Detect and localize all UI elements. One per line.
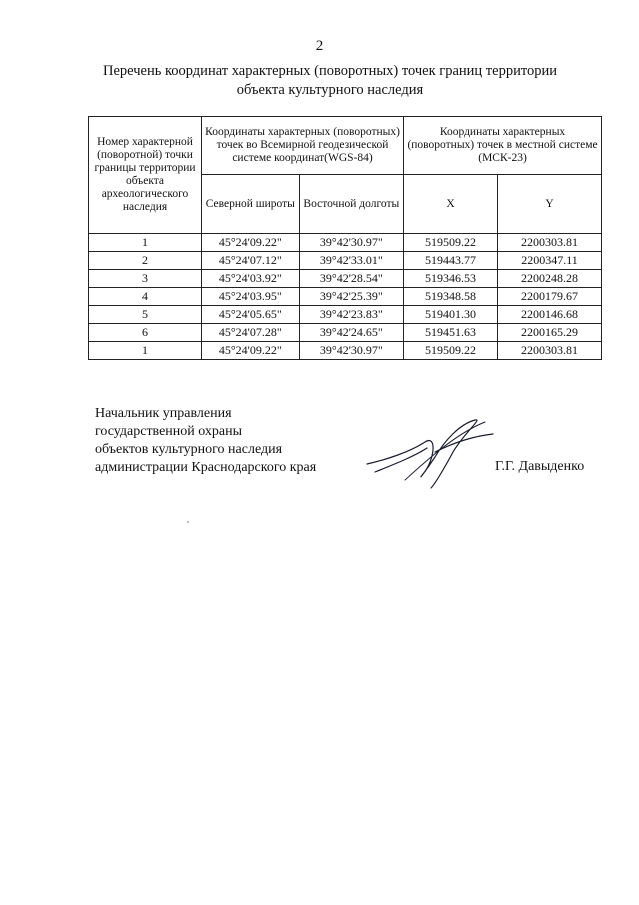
title-line-1: Перечень координат характерных (поворотных) точек границ территории <box>102 63 558 79</box>
table-row <box>89 234 602 252</box>
cell-latitude: 45°24'03.95" <box>202 288 300 306</box>
cell-point-number: 1 <box>89 234 202 252</box>
scan-speck <box>187 521 189 523</box>
table-row <box>89 252 602 270</box>
table-body <box>89 234 602 360</box>
cell-latitude: 45°24'09.22" <box>202 342 300 360</box>
position-line-3: объектов культурного наследия <box>95 442 283 457</box>
header-wgs-group: Координаты характерных (поворотных) точек во Всемирной геодезической системе координат(WGS-84) <box>202 117 404 175</box>
table-row <box>89 288 602 306</box>
position-line-2: государственной охраны <box>95 424 243 439</box>
cell-y: 2200248.28 <box>497 270 601 288</box>
position-line-1: Начальник управления <box>95 406 232 421</box>
cell-longitude: 39°42'24.65" <box>299 324 403 342</box>
table-row <box>89 342 602 360</box>
coordinates-table <box>88 116 602 360</box>
cell-longitude: 39°42'30.97" <box>299 342 403 360</box>
cell-x: 519401.30 <box>404 306 498 324</box>
signatory-name: Г.Г. Давыденко <box>495 459 585 474</box>
table-row <box>89 324 602 342</box>
handwritten-signature <box>365 412 495 492</box>
cell-longitude: 39°42'30.97" <box>299 234 403 252</box>
position-line-4: администрации Краснодарского края <box>95 460 317 475</box>
header-latitude: Северной широты <box>202 175 300 234</box>
cell-y: 2200165.29 <box>497 324 601 342</box>
cell-y: 2200303.81 <box>497 342 601 360</box>
cell-longitude: 39°42'28.54" <box>299 270 403 288</box>
signatory-position <box>95 405 316 477</box>
cell-point-number: 5 <box>89 306 202 324</box>
cell-longitude: 39°42'33.01" <box>299 252 403 270</box>
cell-x: 519509.22 <box>404 234 498 252</box>
cell-point-number: 3 <box>89 270 202 288</box>
cell-point-number: 1 <box>89 342 202 360</box>
cell-y: 2200347.11 <box>497 252 601 270</box>
cell-x: 519443.77 <box>404 252 498 270</box>
header-point-number: Номер характерной (поворотной) точки границы территории объекта археологического наследия <box>89 117 202 234</box>
title-line-2: объекта культурного наследия <box>236 82 424 98</box>
cell-latitude: 45°24'05.65" <box>202 306 300 324</box>
header-x: X <box>404 175 498 234</box>
cell-latitude: 45°24'07.28" <box>202 324 300 342</box>
cell-point-number: 2 <box>89 252 202 270</box>
cell-y: 2200179.67 <box>497 288 601 306</box>
table-row <box>89 270 602 288</box>
cell-y: 2200146.68 <box>497 306 601 324</box>
header-msk-group: Координаты характерных (поворотных) точек в местной системе (МСК-23) <box>404 117 602 175</box>
header-longitude: Восточной долготы <box>299 175 403 234</box>
document-title <box>60 62 600 100</box>
cell-x: 519451.63 <box>404 324 498 342</box>
cell-point-number: 6 <box>89 324 202 342</box>
cell-x: 519348.58 <box>404 288 498 306</box>
cell-latitude: 45°24'07.12" <box>202 252 300 270</box>
cell-point-number: 4 <box>89 288 202 306</box>
cell-latitude: 45°24'03.92" <box>202 270 300 288</box>
page-number: 2 <box>315 38 324 54</box>
cell-x: 519509.22 <box>404 342 498 360</box>
cell-latitude: 45°24'09.22" <box>202 234 300 252</box>
cell-longitude: 39°42'23.83" <box>299 306 403 324</box>
cell-longitude: 39°42'25.39" <box>299 288 403 306</box>
cell-x: 519346.53 <box>404 270 498 288</box>
table-row <box>89 306 602 324</box>
cell-y: 2200303.81 <box>497 234 601 252</box>
header-y: Y <box>497 175 601 234</box>
